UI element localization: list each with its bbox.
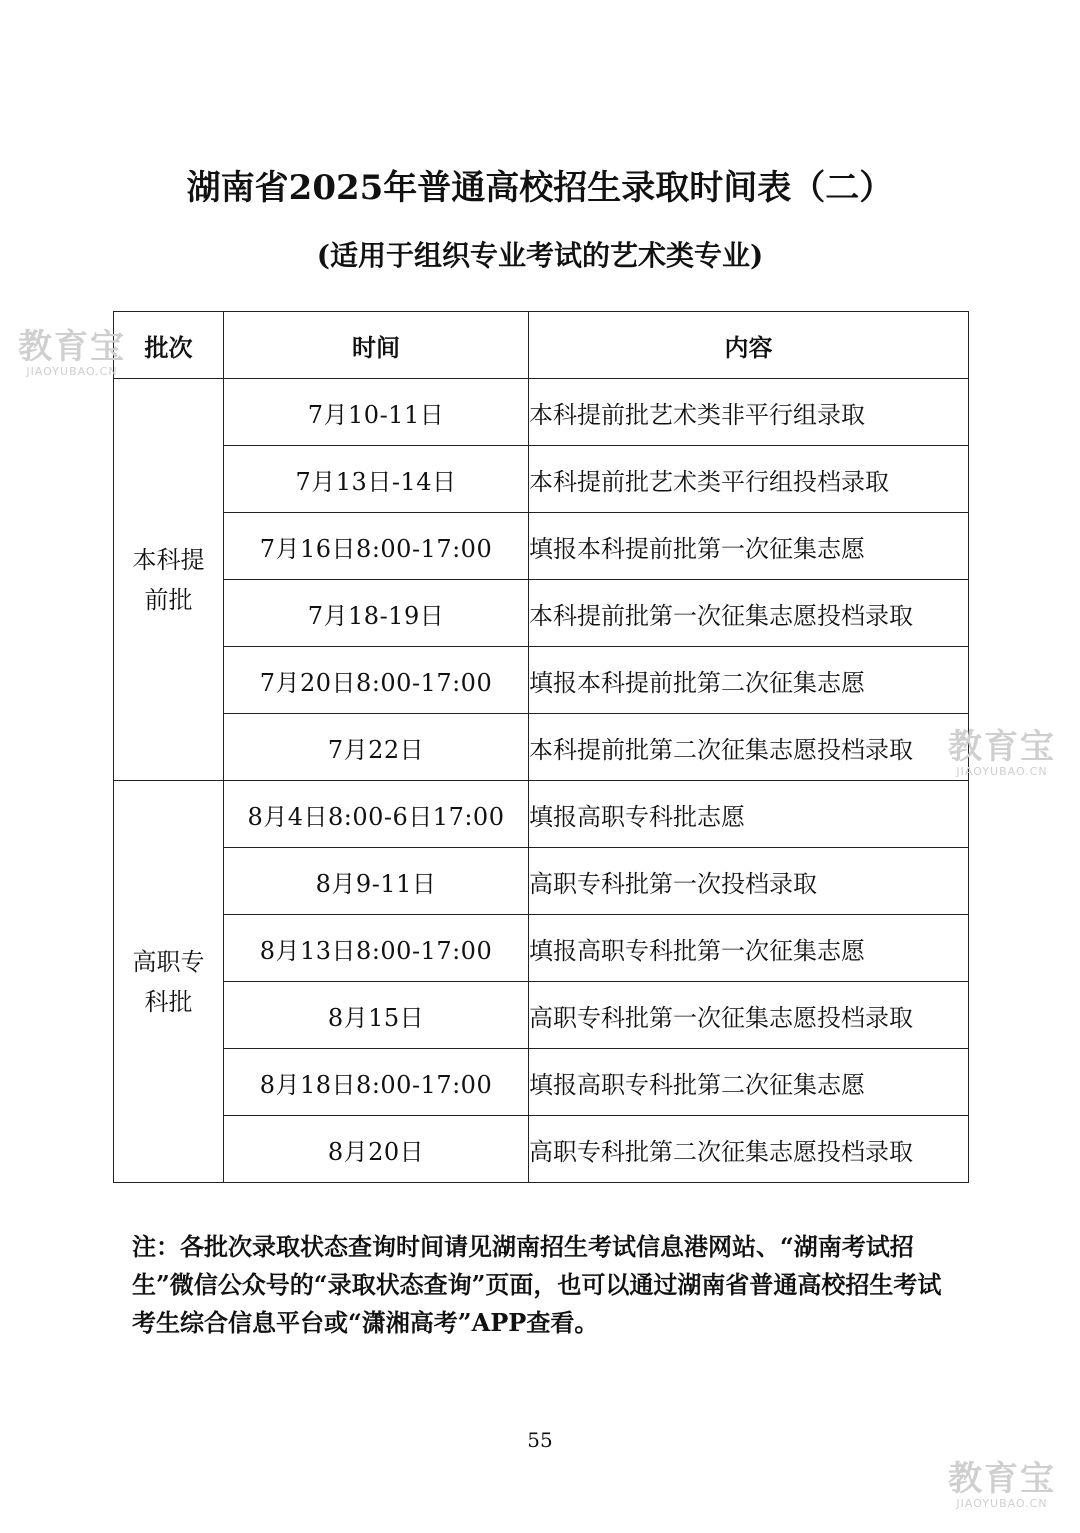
watermark-text: 教育宝: [948, 1459, 1056, 1499]
time-cell: 8月18日8:00-17:00: [224, 1049, 529, 1116]
header-batch: 批次: [114, 312, 224, 379]
time-cell: 7月16日8:00-17:00: [224, 513, 529, 580]
time-cell: 8月20日: [224, 1116, 529, 1183]
table-row: [114, 1116, 969, 1183]
document-subtitle: (适用于组织专业考试的艺术类专业): [316, 239, 764, 272]
content-cell: 高职专科批第一次征集志愿投档录取: [529, 982, 969, 1049]
content-cell: 填报高职专科批第一次征集志愿: [529, 915, 969, 982]
watermark-logo: [948, 727, 1056, 778]
content-cell: 填报本科提前批第一次征集志愿: [529, 513, 969, 580]
document-title: 湖南省2025年普通高校招生录取时间表（二）: [186, 168, 894, 208]
time-cell: 7月10-11日: [224, 379, 529, 446]
time-cell: 8月15日: [224, 982, 529, 1049]
table-row: [114, 513, 969, 580]
header-content: 内容: [529, 312, 969, 379]
table-header-row: [114, 312, 969, 379]
footnote: 注：各批次录取状态查询时间请见湖南招生考试信息港网站、“湖南考试招生”微信公众号的“录取状态查询”页面，也可以通过湖南省普通高校招生考试考生综合信息平台或“潇湘高考”APP查看。: [132, 1232, 942, 1337]
table-row: [114, 446, 969, 513]
time-cell: 8月4日8:00-6日17:00: [224, 781, 529, 848]
watermark-url: JIAOYUBAO.CN: [956, 765, 1048, 778]
content-cell: 填报高职专科批第二次征集志愿: [529, 1049, 969, 1116]
watermark-text: 教育宝: [948, 727, 1056, 767]
table-row: [114, 982, 969, 1049]
watermark-logo: [18, 327, 126, 378]
table-row: [114, 647, 969, 714]
content-cell: 本科提前批艺术类平行组投档录取: [529, 446, 969, 513]
time-cell: 7月20日8:00-17:00: [224, 647, 529, 714]
table-row: [114, 915, 969, 982]
watermark-logo: [948, 1459, 1056, 1510]
content-cell: 本科提前批第二次征集志愿投档录取: [529, 714, 969, 781]
time-cell: 7月18-19日: [224, 580, 529, 647]
table-row: [114, 1049, 969, 1116]
watermark-url: JIAOYUBAO.CN: [26, 365, 118, 378]
table-row: [114, 781, 969, 848]
table-row: [114, 714, 969, 781]
content-cell: 高职专科批第一次投档录取: [529, 848, 969, 915]
page-number: 55: [527, 1428, 553, 1452]
content-cell: 本科提前批艺术类非平行组录取: [529, 379, 969, 446]
header-time: 时间: [224, 312, 529, 379]
table-row: [114, 580, 969, 647]
admission-schedule-table: [113, 311, 969, 1183]
batch-cell: 高职专 科批: [114, 781, 224, 1183]
time-cell: 7月13日-14日: [224, 446, 529, 513]
table-row: [114, 848, 969, 915]
batch-cell: 本科提 前批: [114, 379, 224, 781]
watermark-text: 教育宝: [18, 327, 126, 367]
content-cell: 填报高职专科批志愿: [529, 781, 969, 848]
watermark-url: JIAOYUBAO.CN: [956, 1497, 1048, 1510]
content-cell: 本科提前批第一次征集志愿投档录取: [529, 580, 969, 647]
content-cell: 填报本科提前批第二次征集志愿: [529, 647, 969, 714]
time-cell: 7月22日: [224, 714, 529, 781]
time-cell: 8月13日8:00-17:00: [224, 915, 529, 982]
time-cell: 8月9-11日: [224, 848, 529, 915]
table-row: [114, 379, 969, 446]
content-cell: 高职专科批第二次征集志愿投档录取: [529, 1116, 969, 1183]
